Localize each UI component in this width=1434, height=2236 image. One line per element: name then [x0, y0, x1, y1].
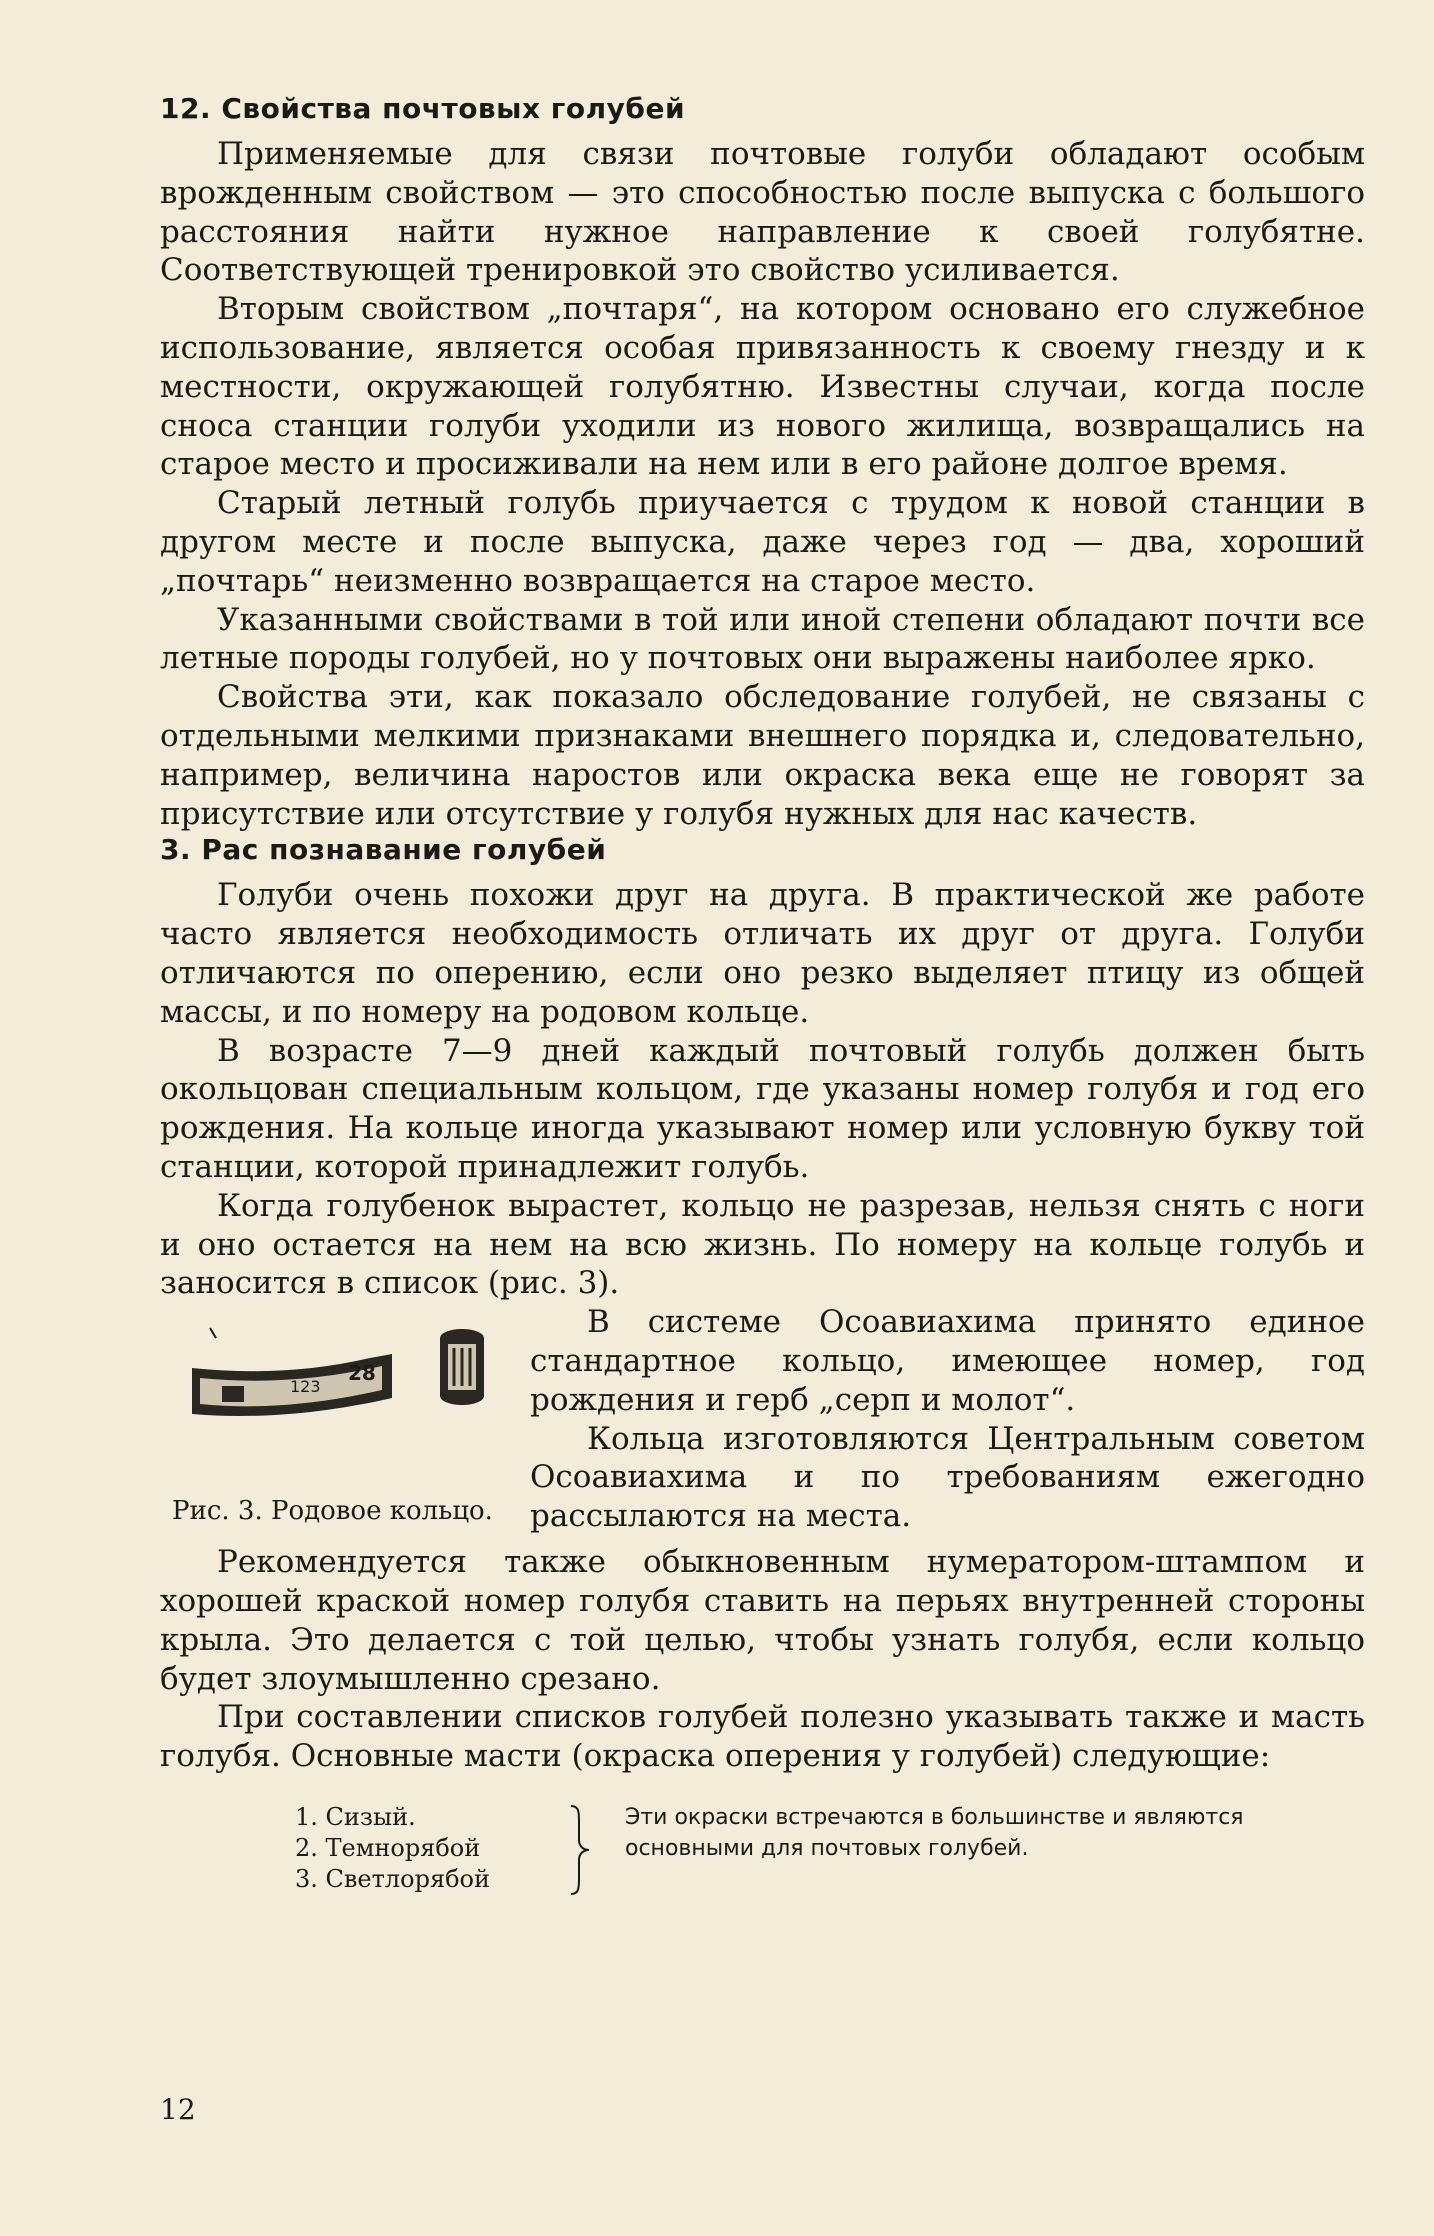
brace-icon — [565, 1802, 595, 1898]
ring-number-strip: 123 — [290, 1377, 321, 1397]
list-item: 1. Сизый. — [295, 1802, 416, 1831]
paragraph: Старый летный голубь приучается с трудом к новой станции в другом месте и после выпуска, даже через год — два, хороший „почтарь“ неизменно возвращается на старое место. — [160, 485, 1365, 599]
paragraph: В системе Осоавиахима принято единое стандартное кольцо, имеющее номер, год рождения и герб „серп и молот“. — [530, 1304, 1365, 1418]
paragraph: Указанными свойствами в той или иной степени обладают почти все летные породы голубей, но у почтовых они выражены наиболее ярко. — [160, 601, 1365, 677]
paragraph: В возрасте 7—9 дней каждый почтовый голубь должен быть окольцован специальным кольцом, где указаны номер голубя и год его рождения. На кольце иногда указывают номер или условную букву той станции, которой принадлежит голубь. — [160, 1032, 1365, 1185]
list-item: 2. Темнорябой — [295, 1833, 481, 1862]
paragraph: Когда голубенок вырастет, кольцо не разрезав, нельзя снять с ноги и оно остается на нем на всю жизнь. По номеру на кольце голубь и заносится в список (рис. 3). — [160, 1187, 1365, 1302]
color-list-block — [160, 1802, 1365, 1922]
ring-illustration — [170, 1308, 510, 1488]
list-note: Эти окраски встречаются в большинстве и являются основными для почтовых голубей. — [625, 1804, 1244, 1861]
figure-side-text — [530, 1303, 1365, 1536]
paragraph: При составлении списков голубей полезно указывать также и масть голубя. Основные масти (окраска оперения у голубей) следующие: — [160, 1699, 1365, 1775]
paragraph: Свойства эти, как показало обследование голубей, не связаны с отдельными мелкими признаками внешнего порядка и, следовательно, например, величина наростов или окраска века еще не говорят за присутствие или отсутствие у голубя нужных для нас качеств. — [160, 679, 1365, 832]
ring-year-strip: 28 — [348, 1361, 376, 1386]
paragraph: Рекомендуется также обыкновенным нумератором-штампом и хорошей краской номер голубя ставить на перьях внутренней стороны крыла. Это делается с той целью, чтобы узнать голубя, если кольцо будет злоумышленно срезано. — [160, 1544, 1365, 1697]
paragraph: Применяемые для связи почтовые голуби обладают особым врожденным свойством — это способностью после выпуска с большого расстояния найти нужное направление к своей голубятне. Соответствующей тренировкой это свойство усиливается. — [160, 136, 1365, 289]
list-item: 3. Светлорябой — [295, 1864, 490, 1893]
figure-caption: Рис. 3. Родовое кольцо. — [172, 1496, 493, 1527]
figure-ring — [160, 1308, 530, 1538]
paragraph: Кольца изготовляются Центральным советом Осоавиахима и по требованиям ежегодно рассылаются на места. — [530, 1420, 1365, 1535]
paragraph: Голуби очень похожи друг на друга. В практической же работе часто является необходимость отличать их друг от друга. Голуби отличаются по оперению, если оно резко выделяет птицу из общей массы, и по номеру на родовом кольце. — [160, 877, 1365, 1030]
page-number: 12 — [160, 2093, 196, 2126]
figure-row — [160, 1303, 1365, 1543]
section-title-1: 12. Свойства почтовых голубей — [160, 92, 686, 125]
page-content — [160, 92, 1365, 1922]
section-title-2: 3. Рас познавание голубей — [160, 833, 607, 867]
color-list — [295, 1802, 490, 1895]
paragraph: Вторым свойством „почтаря“, на котором основано его служебное использование, является особая привязанность к своему гнезду и к местности, окружающей голубятню. Известны случаи, когда после сноса станции голуби уходили из нового жилища, возвращались на старое место и просиживали на нем или в его районе долгое время. — [160, 291, 1365, 483]
